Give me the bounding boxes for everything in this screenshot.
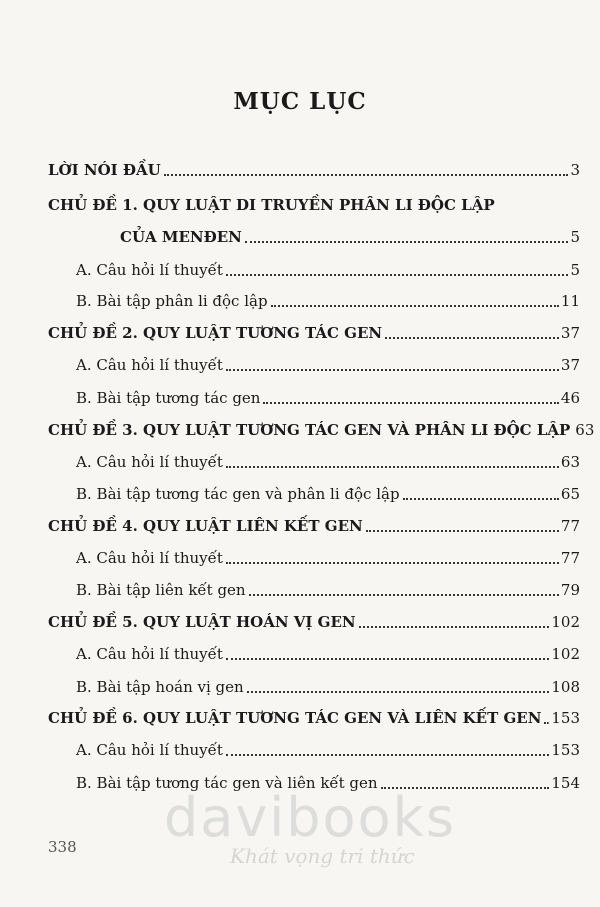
dot-leader	[544, 721, 549, 724]
toc-entry-page: 11	[560, 292, 580, 310]
toc-entry-text: A. Câu hỏi lí thuyết	[76, 261, 223, 279]
toc-entry-page: 77	[560, 549, 580, 567]
toc-entry-text: B. Bài tập phân li độc lập	[76, 292, 268, 310]
toc-entry-text: A. Câu hỏi lí thuyết	[76, 741, 223, 759]
toc-entry-text: CHỦ ĐỀ 4. QUY LUẬT LIÊN KẾT GEN	[48, 517, 363, 535]
toc-entry-text: CHỦ ĐỀ 2. QUY LUẬT TƯƠNG TÁC GEN	[48, 324, 383, 342]
toc-entry-text: CHỦ ĐỀ 5. QUY LUẬT HOÁN VỊ GEN	[48, 613, 356, 631]
toc-entry-page: 37	[560, 324, 580, 342]
toc-entry-page: 63	[560, 453, 580, 471]
toc-entry-text: CHỦ ĐỀ 3. QUY LUẬT TƯƠNG TÁC GEN VÀ PHÂN LI ĐỘC LẬP	[48, 421, 571, 439]
toc-entry-text: B. Bài tập tương tác gen và liên kết gen	[76, 774, 378, 792]
dot-leader	[249, 593, 559, 596]
dot-leader	[359, 625, 550, 628]
toc-entry-page: 102	[551, 613, 580, 631]
toc-entry-text: A. Câu hỏi lí thuyết	[76, 645, 223, 663]
dot-leader	[245, 240, 569, 243]
page-number: 338	[48, 838, 77, 856]
toc-entry-text: CHỦ ĐỀ 1. QUY LUẬT DI TRUYỀN PHÂN LI ĐỘC LẬP	[48, 196, 495, 214]
toc-entry-page: 5	[570, 228, 580, 246]
toc-entry-chapter-3	[48, 421, 595, 439]
toc-entry-preface	[48, 161, 580, 179]
toc-entry-page: 77	[560, 517, 580, 535]
toc-entry-text: B. Bài tập tương tác gen và phân li độc lập	[76, 485, 400, 503]
toc-entry-text: B. Bài tập hoán vị gen	[76, 678, 244, 696]
dot-leader	[366, 529, 559, 532]
toc-entry-3a	[76, 453, 580, 471]
toc-entry-text: A. Câu hỏi lí thuyết	[76, 549, 223, 567]
toc-entry-page: 46	[560, 389, 580, 407]
toc-entry-page: 65	[560, 485, 580, 503]
toc-entry-6a	[76, 741, 580, 759]
dot-leader	[271, 304, 559, 307]
dot-leader	[263, 401, 558, 404]
toc-entry-2a	[76, 356, 580, 374]
toc-entry-page: 37	[560, 356, 580, 374]
toc-entry-page: 63	[575, 421, 595, 439]
dot-leader	[226, 657, 549, 660]
dot-leader	[164, 173, 569, 176]
toc-entry-1b	[76, 292, 580, 310]
toc-entry-page: 5	[570, 261, 580, 279]
dot-leader	[403, 497, 559, 500]
toc-entry-chapter-5	[48, 613, 580, 631]
toc-entry-page: 79	[560, 581, 580, 599]
toc-entry-page: 108	[551, 678, 580, 696]
toc-entry-text: A. Câu hỏi lí thuyết	[76, 453, 223, 471]
toc-entry-1a	[76, 261, 580, 279]
toc-entry-text: CỦA MENĐEN	[120, 228, 242, 246]
toc-entry-text: LỜI NÓI ĐẦU	[48, 161, 161, 179]
dot-leader	[226, 465, 559, 468]
toc-entry-5b	[76, 678, 580, 696]
toc-entry-chapter-1	[48, 196, 580, 214]
toc-entry-chapter-4	[48, 517, 580, 535]
toc-entry-page: 102	[551, 645, 580, 663]
dot-leader	[226, 561, 559, 564]
dot-leader	[247, 690, 550, 693]
toc-entry-text: CHỦ ĐỀ 6. QUY LUẬT TƯƠNG TÁC GEN VÀ LIÊN KẾT GEN	[48, 709, 542, 727]
toc-entry-text: A. Câu hỏi lí thuyết	[76, 356, 223, 374]
dot-leader	[226, 753, 549, 756]
toc-entry-chapter-1-cont	[120, 228, 580, 246]
toc-entry-page: 3	[570, 161, 580, 179]
watermark-brand: davibooks	[163, 786, 457, 849]
toc-entry-text: B. Bài tập liên kết gen	[76, 581, 246, 599]
toc-entry-page: 154	[551, 774, 580, 792]
toc-entry-3b	[76, 485, 580, 503]
dot-leader	[226, 273, 569, 276]
toc-entry-5a	[76, 645, 580, 663]
watermark	[160, 786, 460, 868]
toc-entry-chapter-6	[48, 709, 580, 727]
toc-entry-4b	[76, 581, 580, 599]
toc-entry-4a	[76, 549, 580, 567]
toc-entry-text: B. Bài tập tương tác gen	[76, 389, 261, 407]
dot-leader	[385, 336, 559, 339]
toc-entry-chapter-2	[48, 324, 580, 342]
toc-entry-page: 153	[551, 741, 580, 759]
page-title: MỤC LỤC	[233, 88, 367, 115]
dot-leader	[226, 368, 559, 371]
watermark-slogan: Khát vọng tri thức	[230, 844, 415, 868]
toc-entry-2b	[76, 389, 580, 407]
toc-entry-page: 153	[551, 709, 580, 727]
